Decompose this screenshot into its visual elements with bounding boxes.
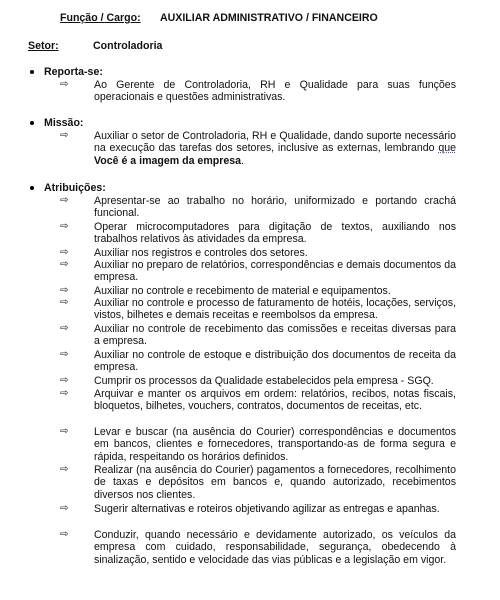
double-arrow-icon: ⇨ <box>60 79 69 90</box>
bullet-dot-icon <box>30 186 34 190</box>
atribuicao-text: Cumprir os processos da Qualidade estabelecidos pela empresa - SGQ. <box>94 375 434 387</box>
missao-text: Auxiliar o setor de Controladoria, RH e Qualidade, dando suporte necessário na execução das tarefas dos setores, inclusive as externas, lembrando que Você é a imagem da empresa. <box>94 130 456 167</box>
atribuicao-text: Realizar (na ausência do Courier) pagamentos a fornecedores, recolhimento de taxas e depósitos em bancos e, quando autorizado, recebimentos diversos nos clientes. <box>94 464 456 501</box>
double-arrow-icon: ⇨ <box>60 388 69 399</box>
bullet-dot-icon <box>30 70 34 74</box>
double-arrow-icon: ⇨ <box>60 285 69 296</box>
double-arrow-icon: ⇨ <box>60 503 69 514</box>
double-arrow-icon: ⇨ <box>60 349 69 360</box>
sector-label: Setor: <box>28 40 59 52</box>
reporta-title: Reporta-se: <box>44 66 103 78</box>
atribuicao-text: Auxiliar nos registros e controles dos setores. <box>94 247 308 259</box>
missao-title: Missão: <box>44 117 84 129</box>
bullet-dot-icon <box>30 121 34 125</box>
sector-line <box>28 40 163 52</box>
double-arrow-icon: ⇨ <box>60 259 69 270</box>
atribuicao-text: Sugerir alternativas e roteiros objetivando agilizar as entregas e apanhas. <box>94 503 440 515</box>
atribuicao-text: Levar e buscar (na ausência do Courier) correspondências e documentos em bancos, clientes e fornecedores, transportando-as de forma segura e rápida, respeitando os horários definidos. <box>94 426 456 463</box>
function-value: AUXILIAR ADMINISTRATIVO / FINANCEIRO <box>160 12 378 24</box>
atribuicoes-title: Atribuições: <box>44 182 106 194</box>
atribuicao-text: Conduzir, quando necessário e devidamente autorizado, os veículos da empresa com cuidado, responsabilidade, segurança, obedecendo à sinalização, sentido e velocidade das vias públicas e a legislação em vigor. <box>94 529 456 566</box>
atribuicao-text: Arquivar e manter os arquivos em ordem: relatórios, recibos, notas fiscais, bloquetos, bilhetes, vouchers, contratos, documentos de receitas, etc. <box>94 388 456 413</box>
atribuicao-text: Apresentar-se ao trabalho no horário, uniformizado e portando crachá funcional. <box>94 195 456 220</box>
function-header <box>60 12 378 24</box>
double-arrow-icon: ⇨ <box>60 323 69 334</box>
double-arrow-icon: ⇨ <box>60 297 69 308</box>
double-arrow-icon: ⇨ <box>60 195 69 206</box>
atribuicao-text: Auxiliar no controle de recebimento das comissões e receitas diversas para a empresa. <box>94 323 456 348</box>
double-arrow-icon: ⇨ <box>60 375 69 386</box>
atribuicao-text: Auxiliar no controle e recebimento de material e equipamentos. <box>94 285 391 297</box>
double-arrow-icon: ⇨ <box>60 221 69 232</box>
atribuicao-text: Auxiliar no preparo de relatórios, correspondências e demais documentos da empresa. <box>94 259 456 284</box>
double-arrow-icon: ⇨ <box>60 426 69 437</box>
reporta-text: Ao Gerente de Controladoria, RH e Qualidade para suas funções operacionais e questões administrativas. <box>94 79 456 104</box>
double-arrow-icon: ⇨ <box>60 130 69 141</box>
atribuicao-text: Operar microcomputadores para digitação de textos, auxiliando nos trabalhos relativos às atividades da empresa. <box>94 221 456 246</box>
sector-value: Controladoria <box>93 40 163 52</box>
atribuicao-text: Auxiliar no controle de estoque e distribuição dos documentos de receita da empresa. <box>94 349 456 374</box>
double-arrow-icon: ⇨ <box>60 247 69 258</box>
function-label: Função / Cargo: <box>60 12 141 24</box>
atribuicao-text: Auxiliar no controle e processo de faturamento de hotéis, locações, serviços, vistos, bilhetes e demais receitas e reembolsos da empresa. <box>94 297 456 322</box>
double-arrow-icon: ⇨ <box>60 529 69 540</box>
double-arrow-icon: ⇨ <box>60 464 69 475</box>
